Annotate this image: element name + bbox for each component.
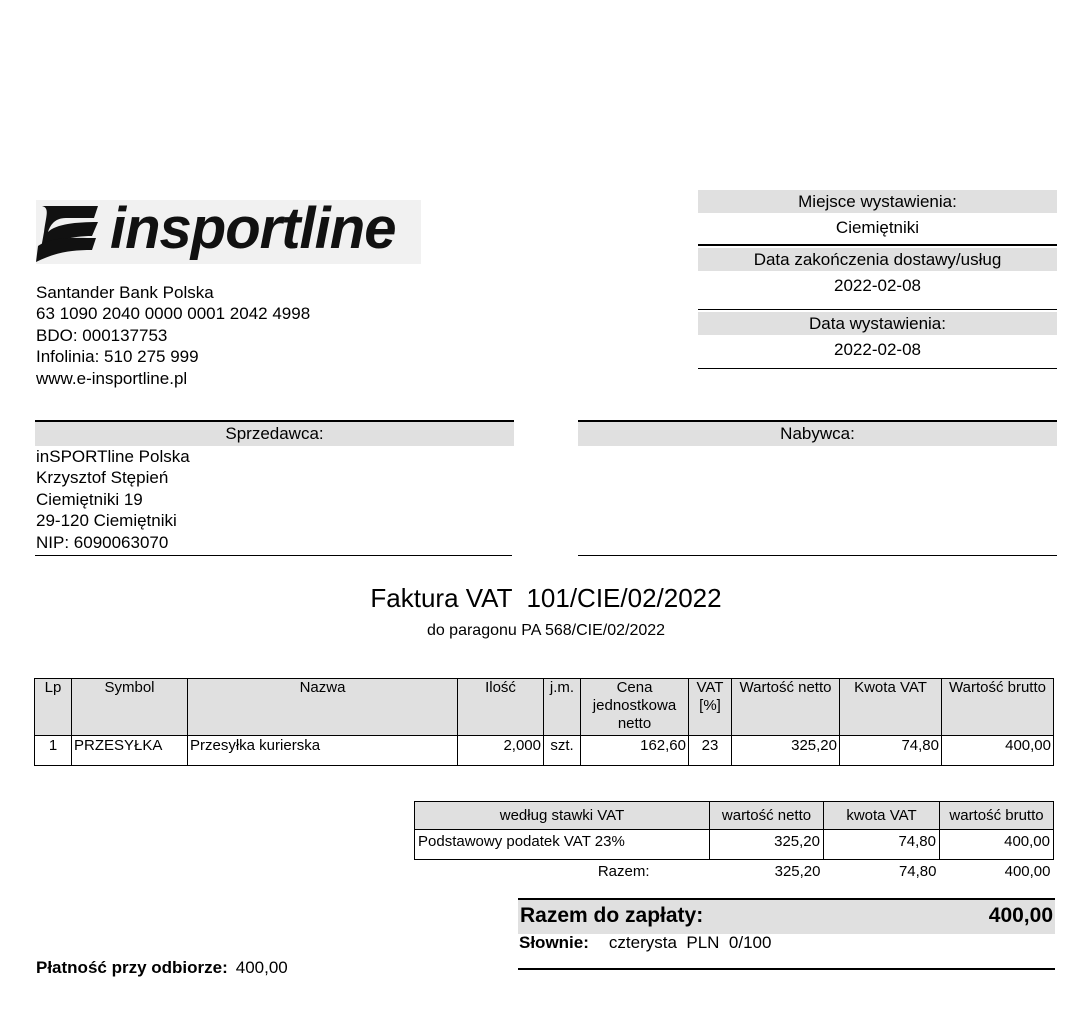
- issue-date-value: 2022-02-08: [834, 340, 921, 359]
- column-header: Nazwa: [188, 679, 458, 736]
- amount-in-words: [519, 932, 771, 954]
- column-header: Symbol: [72, 679, 188, 736]
- total-label: Razem do zapłaty:: [520, 904, 704, 927]
- words-value: czterysta PLN 0/100: [608, 933, 772, 952]
- delivery-date-label: Data zakończenia dostawy/usług: [698, 248, 1057, 271]
- sum-net: 325,20: [774, 863, 821, 880]
- seller-person: Krzysztof Stępień: [36, 468, 169, 488]
- seller-details: [36, 446, 190, 553]
- cell-net-value: 325,20: [732, 736, 840, 766]
- delivery-date-value: 2022-02-08: [834, 276, 921, 295]
- seller-label: Sprzedawca:: [35, 422, 514, 446]
- seller-street: Ciemiętniki 19: [36, 489, 143, 509]
- cod-amount: 400,00: [235, 958, 288, 977]
- divider: [698, 368, 1057, 369]
- hotline: Infolinia: 510 275 999: [36, 347, 199, 367]
- sum-label: Razem:: [597, 863, 650, 880]
- logo-mark-icon: [36, 202, 106, 264]
- cell-gross-value: 400,00: [940, 830, 1054, 860]
- place-label: Miejsce wystawienia:: [698, 190, 1057, 213]
- cell-vat-amount: 74,80: [840, 736, 942, 766]
- bank-name: Santander Bank Polska: [36, 283, 214, 302]
- issue-date-label: Data wystawienia:: [698, 312, 1057, 335]
- cell-symbol: PRZESYŁKA: [72, 736, 188, 766]
- sum-vat: 74,80: [898, 863, 937, 880]
- seller-city: 29-120 Ciemiętniki: [36, 511, 177, 531]
- divider: [35, 555, 512, 556]
- cod-label: Płatność przy odbiorze:: [36, 958, 228, 977]
- divider: [518, 968, 1055, 970]
- website: www.e-insportline.pl: [36, 368, 188, 388]
- company-logo: [36, 196, 421, 264]
- cell-unit: szt.: [544, 736, 581, 766]
- column-header: j.m.: [544, 679, 581, 736]
- sum-row: [415, 860, 1054, 884]
- column-header: wartość brutto: [940, 802, 1054, 830]
- column-header: Kwota VAT: [840, 679, 942, 736]
- table-header-row: [35, 679, 1054, 736]
- buyer-label: Nabywca:: [578, 422, 1057, 446]
- cell-gross-value: 400,00: [942, 736, 1054, 766]
- cell-name: Przesyłka kurierska: [188, 736, 458, 766]
- table-row: [35, 736, 1054, 766]
- cell-vat-rate: 23: [689, 736, 732, 766]
- bdo-number: BDO: 000137753: [36, 325, 168, 345]
- column-header: Ilość: [458, 679, 544, 736]
- table-row: [415, 830, 1054, 860]
- cell-quantity: 2,000: [458, 736, 544, 766]
- divider: [698, 309, 1057, 310]
- cell-lp: 1: [35, 736, 72, 766]
- table-header-row: [415, 802, 1054, 830]
- column-header: Wartość netto: [732, 679, 840, 736]
- column-header: kwota VAT: [824, 802, 940, 830]
- column-header: Wartość brutto: [942, 679, 1054, 736]
- column-header: według stawki VAT: [415, 802, 710, 830]
- vat-summary-table: [414, 801, 1054, 884]
- logo-text: insportline: [110, 196, 396, 261]
- seller-nip: NIP: 6090063070: [36, 532, 169, 552]
- place-value: Ciemiętniki: [835, 218, 920, 237]
- column-header: VAT [%]: [689, 679, 732, 736]
- cell-unit-price: 162,60: [581, 736, 689, 766]
- invoice-title: Faktura VAT 101/CIE/02/2022: [370, 583, 722, 613]
- items-table: [34, 678, 1054, 766]
- cell-net-value: 325,20: [710, 830, 824, 860]
- payment-on-delivery: [36, 957, 288, 979]
- sum-gross: 400,00: [1004, 863, 1051, 880]
- total-amount: 400,00: [988, 904, 1053, 927]
- column-header: wartość netto: [710, 802, 824, 830]
- divider: [698, 244, 1057, 246]
- invoice-subtitle: do paragonu PA 568/CIE/02/2022: [426, 622, 666, 639]
- divider: [578, 555, 1057, 556]
- total-box: [518, 898, 1055, 934]
- column-header: Lp: [35, 679, 72, 736]
- cell-vat-amount: 74,80: [824, 830, 940, 860]
- column-header: Cena jednostkowa netto: [581, 679, 689, 736]
- cell-vat-rate-name: Podstawowy podatek VAT 23%: [415, 830, 710, 860]
- seller-name: inSPORTline Polska: [36, 447, 190, 466]
- bank-account: 63 1090 2040 0000 0001 2042 4998: [36, 304, 311, 324]
- words-label: Słownie:: [519, 933, 589, 952]
- bank-info: [36, 282, 310, 389]
